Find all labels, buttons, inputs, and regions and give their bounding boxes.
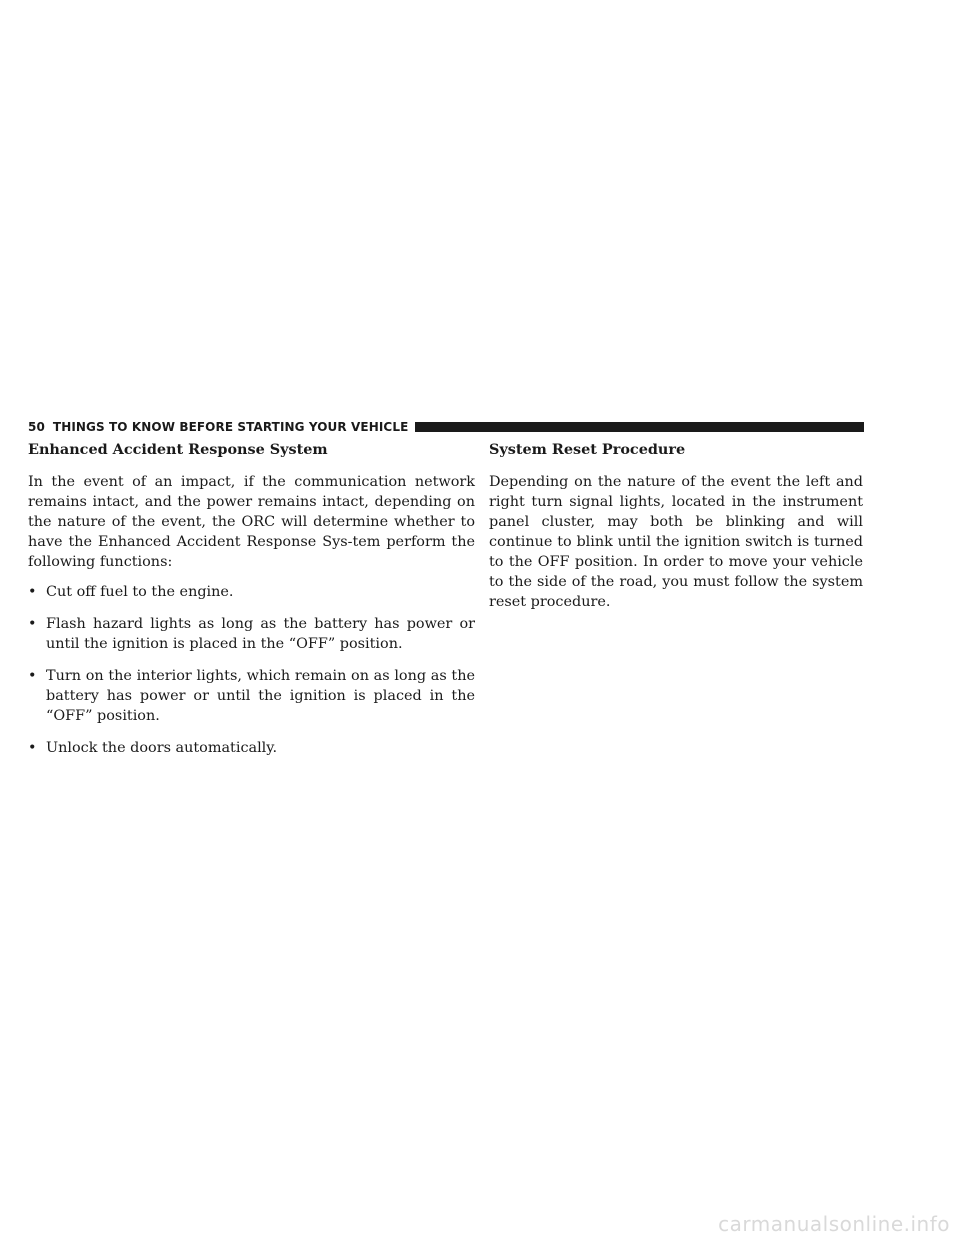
list-item xyxy=(28,614,475,654)
bullet-glyph: • xyxy=(28,616,37,632)
list-item-text: Turn on the interior lights, which remain on as long as the battery has power or until the ignition is placed in the “OFF” position. xyxy=(46,668,475,724)
page-number: 50 xyxy=(28,420,45,434)
left-column xyxy=(28,440,475,770)
list-item xyxy=(28,666,475,726)
right-heading: System Reset Procedure xyxy=(489,441,686,458)
list-item xyxy=(28,582,475,602)
site-watermark: carmanualsonline.info xyxy=(718,1212,950,1236)
right-body-paragraph: Depending on the nature of the event the left and right turn signal lights, located in the instrument panel cluster, may both be blinking and will continue to blink until the ignition switch is turned to the OFF position. In order to move your vehicle to the side of the road, you must follow the system reset procedure. xyxy=(489,474,863,610)
left-intro-paragraph: In the event of an impact, if the communication network remains intact, and the power remains intact, depending on the nature of the event, the ORC will determine whether to have the Enhanced Accident Response Sys-tem perform the following functions: xyxy=(28,474,475,570)
left-heading: Enhanced Accident Response System xyxy=(28,441,328,458)
page-header xyxy=(28,419,864,435)
header-rule xyxy=(415,422,864,432)
function-list xyxy=(28,582,475,758)
list-item xyxy=(28,738,475,758)
list-item-text: Flash hazard lights as long as the battery has power or until the ignition is placed in the “OFF” position. xyxy=(46,616,475,652)
list-item-text: Unlock the doors automatically. xyxy=(46,740,278,756)
bullet-glyph: • xyxy=(28,668,37,684)
bullet-glyph: • xyxy=(28,584,37,600)
bullet-glyph: • xyxy=(28,740,37,756)
section-title: THINGS TO KNOW BEFORE STARTING YOUR VEHICLE xyxy=(52,420,409,434)
right-column xyxy=(489,440,863,612)
list-item-text: Cut off fuel to the engine. xyxy=(46,584,234,600)
